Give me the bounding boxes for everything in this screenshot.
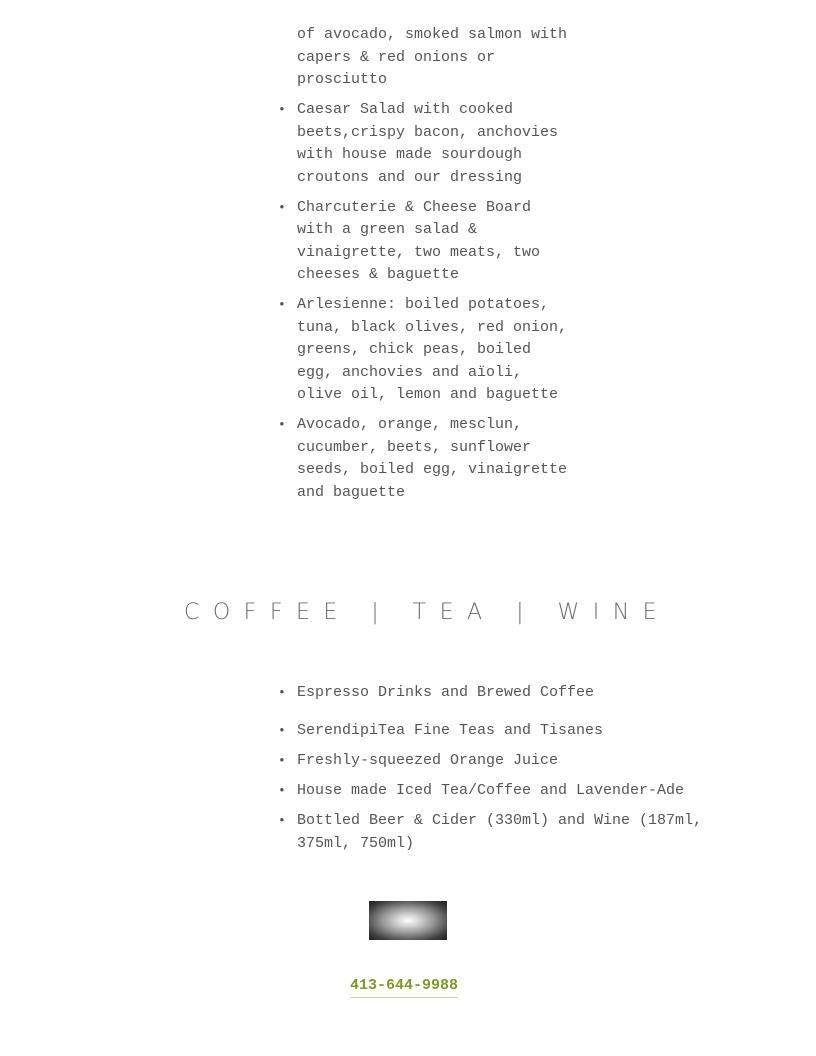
list-item xyxy=(278,810,738,855)
drinks-menu-list xyxy=(278,682,738,863)
list-item xyxy=(278,750,738,773)
list-item xyxy=(278,294,568,407)
list-item xyxy=(278,682,738,705)
bullet-icon: • xyxy=(278,753,286,768)
list-item-text: Charcuterie & Cheese Board with a green salad & vinaigrette, two meats, two cheeses & baguette xyxy=(297,198,541,283)
bullet-icon: • xyxy=(278,199,286,215)
bullet-icon: • xyxy=(278,102,286,117)
list-item-text: SerendipiTea Fine Teas and Tisanes xyxy=(297,722,604,739)
list-item-text: Bottled Beer & Cider (330ml) and Wine (187ml, 375ml, 750ml) xyxy=(297,812,703,852)
gradient-logo-image xyxy=(369,901,447,940)
bullet-icon: • xyxy=(278,685,286,700)
bullet-icon: • xyxy=(278,783,286,798)
phone-link[interactable]: 413-644-9988 xyxy=(350,976,458,998)
section-heading-coffee-tea-wine: COFFEE | TEA | WINE xyxy=(184,600,671,625)
bullet-icon: • xyxy=(278,723,286,738)
list-item-text: Arlesienne: boiled potatoes, tuna, black olives, red onion, greens, chick peas, boiled egg, anchovies and aïoli, olive oil, lemon and baguette xyxy=(297,296,568,403)
bullet-icon: • xyxy=(278,417,286,432)
list-item-text: House made Iced Tea/Coffee and Lavender-Ade xyxy=(297,782,685,799)
list-item xyxy=(278,99,568,189)
list-item-text: Espresso Drinks and Brewed Coffee xyxy=(297,684,595,701)
list-item xyxy=(278,24,568,92)
list-item-text: Avocado, orange, mesclun, cucumber, beets, sunflower seeds, boiled egg, vinaigrette and baguette xyxy=(297,416,568,501)
list-item xyxy=(278,720,738,743)
list-item-text: Freshly-squeezed Orange Juice xyxy=(297,752,559,769)
bullet-icon: • xyxy=(278,813,286,828)
food-menu-list xyxy=(278,24,568,512)
list-item-text: of avocado, smoked salmon with capers & red onions or prosciutto xyxy=(297,26,568,88)
list-item-text: Caesar Salad with cooked beets,crispy bacon, anchovies with house made sourdough croutons and our dressing xyxy=(297,101,559,186)
bullet-icon: • xyxy=(278,297,286,312)
list-item xyxy=(278,414,568,504)
list-item xyxy=(278,197,568,287)
list-item xyxy=(278,780,738,803)
